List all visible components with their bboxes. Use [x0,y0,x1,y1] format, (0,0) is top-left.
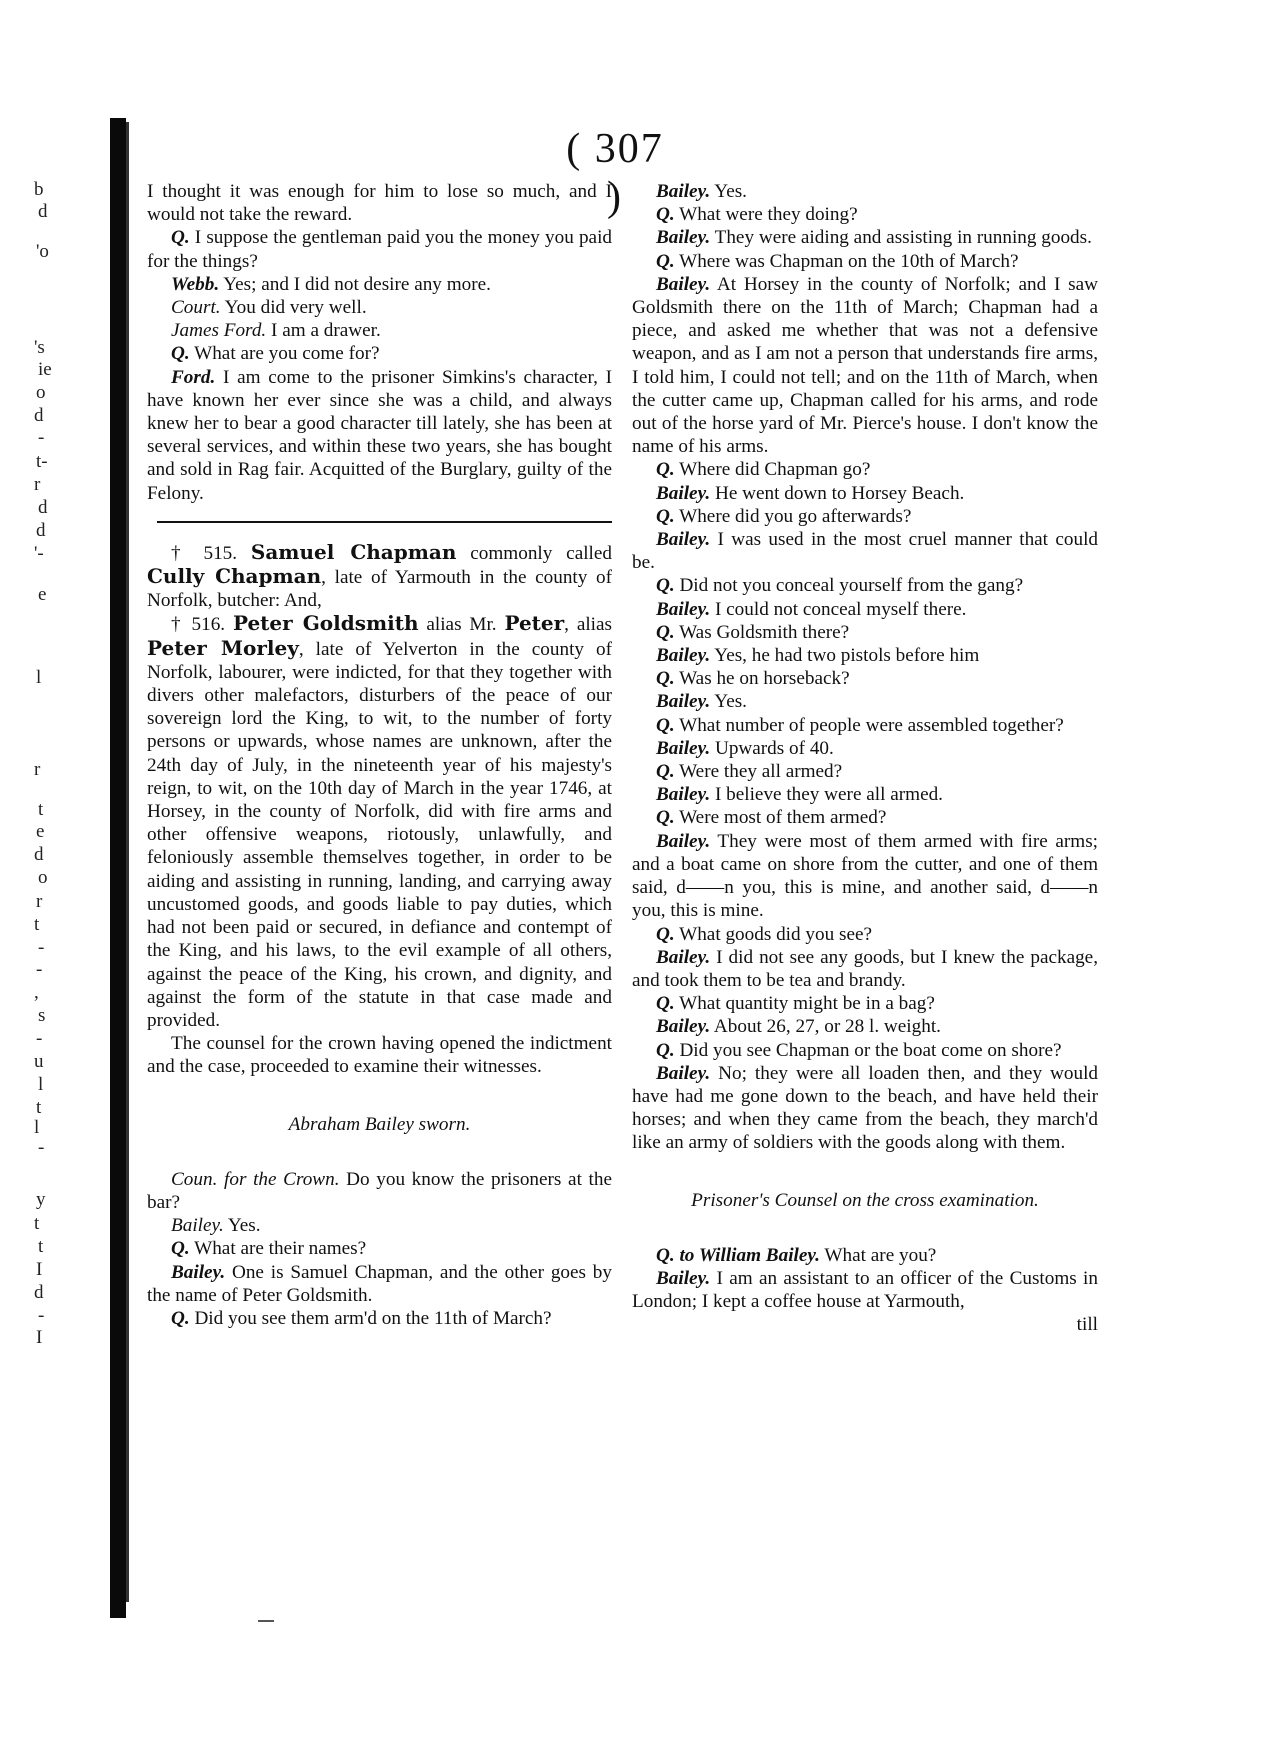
paragraph [147,1214,612,1237]
gutter-mark: t [36,1097,42,1118]
text-run: I could not conceal myself there. [710,598,967,620]
speaker-label: Court. [171,297,221,319]
paragraph [147,366,612,505]
text-run: The counsel for the crown having opened the indictment and the case, proceeded to examine their witnesses. [147,1033,612,1078]
gutter-mark: r [34,759,41,780]
text-run: † 516. [171,614,233,636]
text-run: Where did Chapman go? [674,459,871,481]
text-run: About 26, 27, or 28 l. weight. [710,1016,941,1038]
paragraph [632,482,1098,505]
text-run: What are their names? [189,1238,367,1260]
paragraph [632,992,1098,1015]
gutter-mark: - [36,1028,43,1049]
gutter-mark: e [36,821,45,842]
speaker-label: Bailey. [656,598,711,620]
paragraph [632,226,1098,249]
gutter-mark: , [34,982,39,1003]
text-run: , late of Yelverton in the county of Norfolk, labourer, were indicted, for that they together with divers other malefactors, disturbers of the peace of our sovereign lord the King, to wit, to the number of forty persons or upwards, whose names are unknown, after the 24th day of July, in the nineteenth year of his majesty's reign, to wit, on the 10th day of March in the year 1746, at Horsey, in the county of Norfolk, did with fire arms and other offensive weapons, riotously, unlawfully, and feloniously assemble themselves together, in order to be aiding and assisting in running, landing, and carrying away uncustomed goods, and goods liable to pay duties, which had not been paid or secured, in defiance and contempt of the King, and his laws, to the evil example of all others, against the peace of the King, his crown, and dignity, and against the form of the statute in that case made and provided. [147,638,612,1031]
text-run: Did you see Chapman or the boat come on shore? [674,1039,1062,1061]
section-heading [147,1113,612,1136]
name-blackletter: Peter Goldsmith [232,611,419,636]
paragraph [632,1062,1098,1155]
paragraph [632,1244,1098,1267]
speaker-label: Q. [656,993,675,1015]
gutter-mark: I [36,1327,43,1348]
text-run: Where did you go afterwards? [674,505,912,527]
paragraph [147,612,612,1032]
gutter-mark: d [38,497,48,518]
paragraph [632,250,1098,273]
speaker-label: Q. [656,204,675,226]
text-run: Yes. [223,1215,261,1237]
binding-edge [110,118,126,1618]
speaker-label: Q. [656,575,675,597]
gutter-mark: d [34,844,44,865]
paragraph [632,806,1098,829]
speaker-label: Webb. [171,273,220,295]
text-run: What quantity might be in a bag? [674,993,935,1015]
text-run: I did not see any goods, but I knew the package, and took them to be tea and brandy. [632,946,1098,991]
text-run: At Horsey in the county of Norfolk; and I saw Goldsmith there on the 11th of March; Chapman had a piece, and asked me whether that was not a defensive weapon, and as I am not a person that understands fire arms, I told him, I could not tell; and on the 11th of March, when the cutter came up, Chapman called for his arms, and rode out of the horse yard of Mr. Pierce's house. I don't know the name of his arms. [632,273,1098,458]
paragraph [632,203,1098,226]
text-run: Upwards of 40. [710,737,834,759]
gutter-mark: t [38,1236,44,1257]
text-run: Was he on horseback? [674,668,850,690]
gutter-mark: 's [34,337,45,358]
gutter-mark: t [34,1213,40,1234]
text-run: I was used in the most cruel manner that could be. [632,529,1098,574]
gutter-mark: l [38,1074,44,1095]
gutter-mark: - [36,959,43,980]
speaker-label: Bailey. [656,737,711,759]
gutter-mark: t [38,799,44,820]
speaker-label: Q. to William Bailey. [656,1244,820,1266]
smudge-mark [258,1620,274,1622]
speaker-label: Bailey. [656,784,711,806]
gutter-mark: ie [38,359,52,380]
paragraph [632,180,1098,203]
paragraph [147,541,612,613]
speaker-label: Q. [656,621,675,643]
text-run: They were aiding and assisting in running goods. [710,227,1092,249]
text-run: You did very well. [220,297,367,319]
speaker-label: Bailey. [171,1215,224,1237]
gutter-mark: '- [34,543,44,564]
paragraph [632,714,1098,737]
paragraph [632,1015,1098,1038]
text-run: Prisoner's Counsel on the cross examination. [691,1189,1039,1211]
speaker-label: Bailey. [656,946,711,968]
speaker-label: Bailey. [656,830,711,852]
paragraph [147,273,612,296]
speaker-label: James Ford. [171,320,267,342]
text-run: No; they were all loaden then, and they would have had me gone down to the beach, and have held their horses; and when they came from the beach, they march'd like an army of soldiers with the goods along with them. [632,1062,1098,1154]
speaker-label: Q. [656,1039,675,1061]
speaker-label: Q. [656,714,675,736]
text-run: Was Goldsmith there? [674,621,850,643]
text-run: What number of people were assembled together? [674,714,1064,736]
gutter-mark: - [38,427,45,448]
speaker-label: Q. [656,761,675,783]
paragraph [147,342,612,365]
paragraph [147,1261,612,1307]
text-run: Did not you conceal yourself from the gang? [674,575,1024,597]
speaker-label: Bailey. [656,227,711,249]
text-run: I suppose the gentleman paid you the money you paid for the things? [147,227,612,272]
speaker-label: Bailey. [656,273,711,295]
text-run: They were most of them armed with fire arms; and a boat came on shore from the cutter, and one of them said, d——n you, this is mine, and another said, d——n you, this is mine. [632,830,1098,922]
text-run: One is Samuel Chapman, and the other goes by the name of Peter Goldsmith. [147,1261,612,1306]
paragraph [632,946,1098,992]
paragraph [147,180,612,226]
text-run: He went down to Horsey Beach. [710,482,965,504]
gutter-mark: e [38,584,47,605]
text-run: I believe they were all armed. [710,784,943,806]
paragraph [632,598,1098,621]
speaker-label: Bailey. [656,691,711,713]
gutter-mark: - [38,937,45,958]
text-run: I thought it was enough for him to lose so much, and I would not take the reward. [147,181,612,226]
paragraph [632,830,1098,923]
gutter-mark: l [36,667,42,688]
speaker-label: Bailey. [656,1062,711,1084]
section-heading [632,1189,1098,1212]
text-run: What are you come for? [189,343,380,365]
text-run: I am an assistant to an officer of the Customs in London; I kept a coffee house at Yarmouth, [632,1267,1098,1313]
paragraph [632,1267,1098,1313]
gutter-mark: d [38,201,48,222]
paragraph [147,1307,612,1330]
speaker-label: Q. [656,250,675,272]
text-run: Yes. [710,181,747,202]
speaker-label: Bailey. [656,181,711,202]
paragraph [147,1237,612,1260]
paragraph [632,667,1098,690]
gutter-mark: b [34,179,44,200]
text-run: Abraham Bailey sworn. [288,1113,471,1135]
paragraph [632,690,1098,713]
speaker-label: Q. [171,1238,190,1260]
gutter-mark: - [38,1305,45,1326]
text-run: Where was Chapman on the 10th of March? [674,250,1019,272]
left-column [147,180,612,1330]
gutter-mark: u [34,1051,44,1072]
paragraph [632,1313,1098,1336]
gutter-mark: d [34,1282,44,1303]
text-run: Were they all armed? [674,761,843,783]
gutter-mark: s [38,1005,46,1026]
speaker-label: Bailey. [171,1261,226,1283]
gutter-mark: l [34,1117,40,1138]
gutter-mark: d [34,405,44,426]
paragraph [147,226,612,272]
gutter-mark: r [36,891,43,912]
paragraph [147,1032,612,1078]
gutter-mark: t- [36,451,48,472]
name-blackletter: Cully Chapman [147,564,322,589]
speaker-label: Bailey. [656,529,711,551]
gutter-mark: o [38,867,48,888]
speaker-label: Ford. [171,366,216,388]
paragraph [147,1168,612,1214]
text-run: till [1076,1314,1098,1336]
gutter-mark: I [36,1259,43,1280]
paragraph [632,737,1098,760]
speaker-label: Bailey. [656,1267,711,1289]
text-run: I am a drawer. [266,320,381,342]
paragraph [632,505,1098,528]
text-run: Yes. [710,691,747,713]
paragraph [632,760,1098,783]
speaker-label: Q. [171,1307,190,1329]
text-run: What goods did you see? [674,923,873,945]
paragraph [632,1039,1098,1062]
text-run: † 515. [171,542,251,564]
speaker-label: Q. [171,227,190,249]
text-run: commonly called [456,542,612,564]
speaker-label: Q. [656,505,675,527]
speaker-label: Q. [171,343,190,365]
text-run: Yes, he had two pistols before him [710,645,980,667]
gutter-mark: 'o [36,241,49,262]
text-run: alias Mr. [418,614,505,636]
speaker-label: Q. [656,668,675,690]
paragraph [147,319,612,342]
text-run: Yes; and I did not desire any more. [219,273,491,295]
binding-edge-inner [126,122,129,1602]
text-run: , late of Yarmouth in the county of Norfolk, butcher: And, [147,567,612,612]
text-run: Were most of them armed? [674,807,887,829]
gutter-mark: - [38,1137,45,1158]
paragraph [632,621,1098,644]
gutter-mark: d [36,520,46,541]
name-blackletter: Peter Morley [147,635,299,660]
paragraph [147,296,612,319]
speaker-label: Bailey. [656,1016,711,1038]
gutter-mark: y [36,1189,46,1210]
speaker-label: Bailey. [656,482,711,504]
text-run: Did you see them arm'd on the 11th of March? [189,1307,552,1329]
paragraph [632,644,1098,667]
paragraph [632,574,1098,597]
speaker-label: Bailey. [656,645,711,667]
gutter-mark: r [34,474,41,495]
speaker-label: Coun. for the Crown. [171,1168,340,1190]
section-rule [157,521,612,523]
paragraph [632,783,1098,806]
paragraph [632,923,1098,946]
name-blackletter: Samuel Chapman [250,539,457,564]
gutter-mark: t [34,914,40,935]
text-run: What were they doing? [674,204,858,226]
speaker-label: Q. [656,459,675,481]
text-run: What are you? [819,1244,937,1266]
right-column [632,180,1098,1337]
name-blackletter: Peter [504,611,565,636]
gutter-mark: o [36,382,46,403]
text-run: I am come to the prisoner Simkins's character, I have known her ever since she was a child, and always knew her to bear a good character till lately, she has been at several services, and within these two years, she has bought and sold in Rag fair. Acquitted of the Burglary, guilty of the Felony. [147,366,612,504]
speaker-label: Q. [656,923,675,945]
paragraph [632,273,1098,459]
text-run: , alias [564,614,612,636]
speaker-label: Q. [656,807,675,829]
page-number: ( 307 ) [566,126,664,220]
paragraph [632,458,1098,481]
text-run: Do you know the prisoners at the bar? [147,1168,612,1213]
paragraph [632,528,1098,574]
